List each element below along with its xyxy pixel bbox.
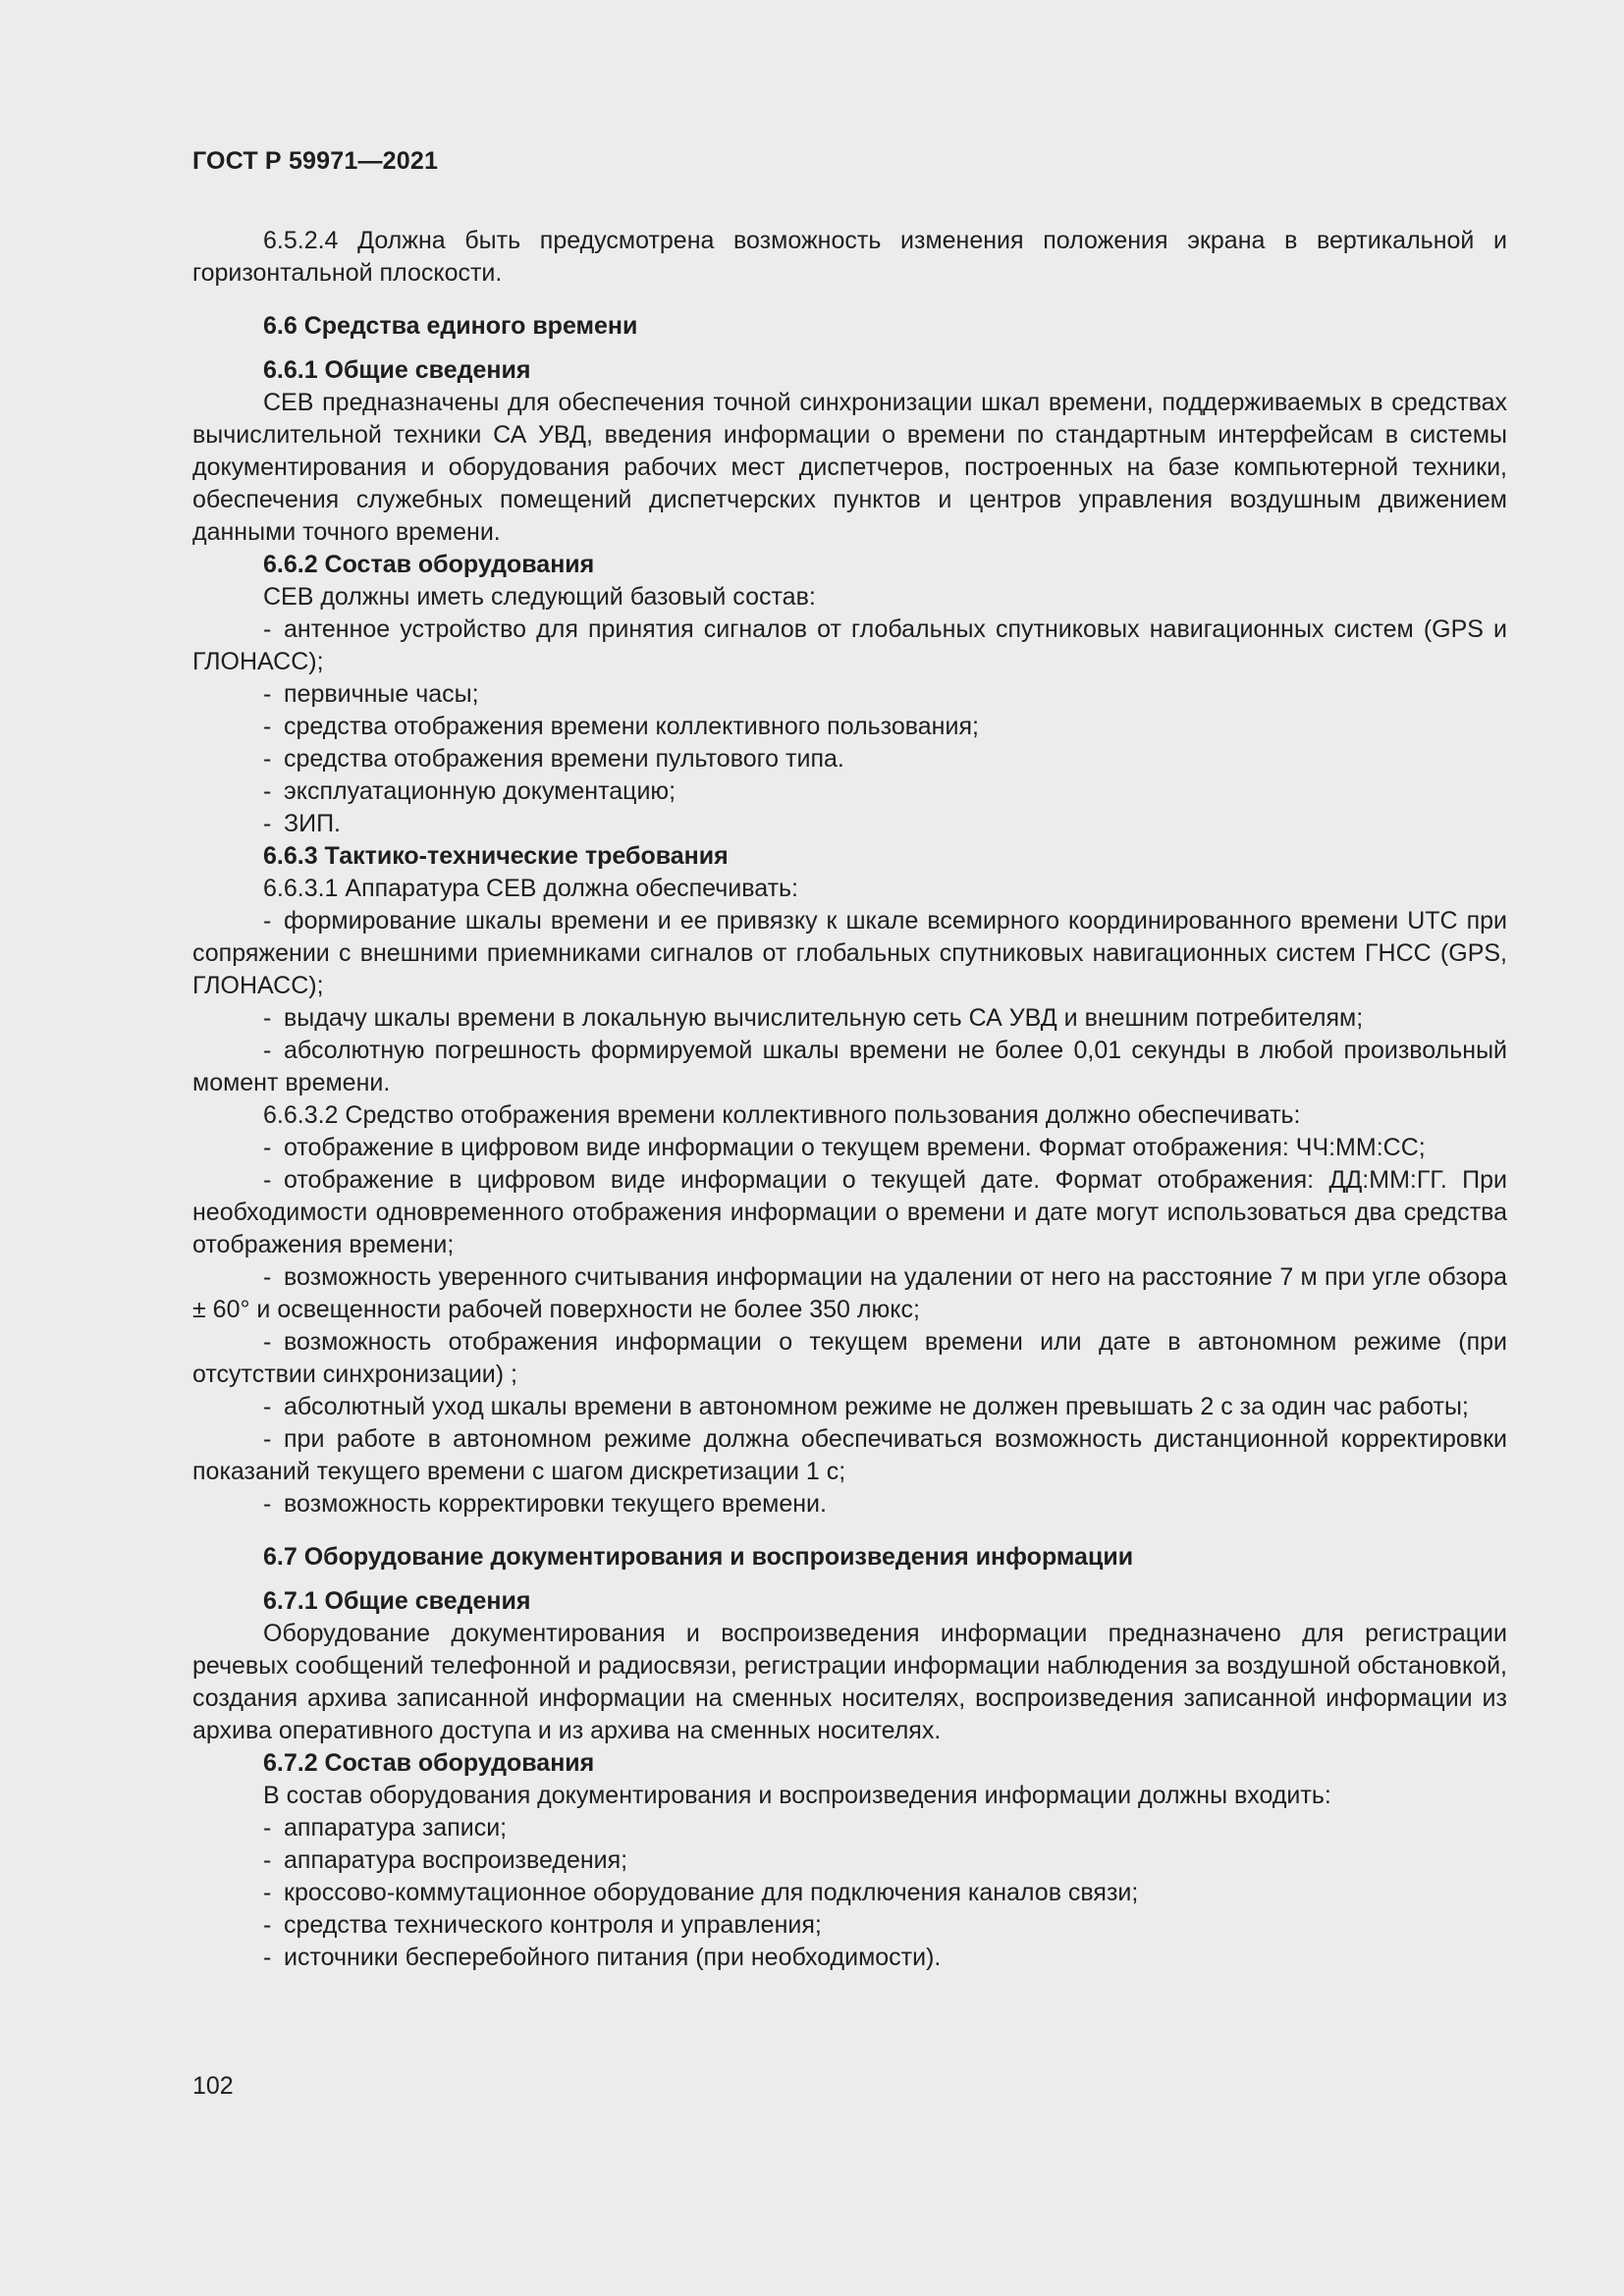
list-dash: - bbox=[263, 1393, 272, 1420]
list-item bbox=[192, 775, 1507, 808]
list-item bbox=[192, 1423, 1507, 1488]
list-item bbox=[192, 1164, 1507, 1261]
list-item-text: антенное устройство для принятия сигналов от глобальных спутниковых навигационных систем (GPS и ГЛОНАСС); bbox=[192, 615, 1507, 675]
list-item bbox=[192, 711, 1507, 743]
document-header: ГОСТ Р 59971—2021 bbox=[192, 147, 439, 175]
list-item bbox=[192, 1132, 1507, 1164]
list-item-text: отображение в цифровом виде информации о текущей дате. Формат отображения: ДД:ММ:ГГ. При необходимости одновременного отображения информации о времени и дате могут использоваться два средства отображения времени; bbox=[192, 1166, 1507, 1258]
list-item bbox=[192, 1002, 1507, 1035]
list-dash: - bbox=[263, 1425, 272, 1453]
list-item-text: средства технического контроля и управления; bbox=[284, 1911, 822, 1939]
list-item-text: средства отображения времени пультового типа. bbox=[284, 745, 844, 773]
subsection-heading: 6.6.1 Общие сведения bbox=[263, 356, 531, 384]
list-dash: - bbox=[263, 713, 272, 740]
list-dash: - bbox=[263, 1879, 272, 1906]
list-item-text: средства отображения времени коллективного пользования; bbox=[284, 713, 979, 740]
list-item-text: выдачу шкалы времени в локальную вычислительную сеть СА УВД и внешним потребителям; bbox=[284, 1004, 1364, 1032]
list-dash: - bbox=[263, 1263, 272, 1291]
subsection-heading: 6.7.2 Состав оборудования bbox=[263, 1749, 595, 1777]
list-dash: - bbox=[263, 1814, 272, 1842]
page-number: 102 bbox=[192, 2072, 234, 2100]
section-heading: 6.7 Оборудование документирования и воспроизведения информации bbox=[263, 1543, 1134, 1571]
list-dash: - bbox=[263, 777, 272, 805]
list-item bbox=[192, 743, 1507, 775]
list-dash: - bbox=[263, 810, 272, 837]
list-item-text: первичные часы; bbox=[284, 680, 479, 708]
subsection-heading: 6.6.2 Состав оборудования bbox=[263, 551, 595, 578]
list-dash: - bbox=[263, 907, 272, 934]
list-item-text: возможность корректировки текущего времени. bbox=[284, 1490, 827, 1518]
list-item bbox=[192, 1261, 1507, 1326]
list-item-text: эксплуатационную документацию; bbox=[284, 777, 677, 805]
list-item bbox=[192, 614, 1507, 678]
list-item bbox=[192, 905, 1507, 1002]
list-item-text: абсолютную погрешность формируемой шкалы времени не более 0,01 секунды в любой произвольный момент времени. bbox=[192, 1037, 1507, 1096]
list-dash: - bbox=[263, 1166, 272, 1194]
list-dash: - bbox=[263, 615, 272, 643]
document-body bbox=[192, 225, 1507, 1974]
list-dash: - bbox=[263, 1004, 272, 1032]
list-item bbox=[192, 1035, 1507, 1099]
subsection-heading: 6.7.1 Общие сведения bbox=[263, 1587, 531, 1615]
list-item bbox=[192, 1326, 1507, 1391]
list-item bbox=[192, 1909, 1507, 1942]
paragraph: 6.6.3.2 Средство отображения времени коллективного пользования должно обеспечивать: bbox=[263, 1101, 1301, 1129]
list-dash: - bbox=[263, 1490, 272, 1518]
list-dash: - bbox=[263, 1328, 272, 1356]
list-dash: - bbox=[263, 745, 272, 773]
list-item-text: абсолютный уход шкалы времени в автономном режиме не должен превышать 2 с за один час работы; bbox=[284, 1393, 1469, 1420]
section-heading: 6.6 Средства единого времени bbox=[263, 312, 638, 340]
paragraph: В состав оборудования документирования и воспроизведения информации должны входить: bbox=[263, 1782, 1331, 1809]
list-item-text: источники бесперебойного питания (при необходимости). bbox=[284, 1944, 942, 1971]
list-item-text: аппаратура воспроизведения; bbox=[284, 1846, 628, 1874]
paragraph: СЕВ предназначены для обеспечения точной синхронизации шкал времени, поддерживаемых в средствах вычислительной техники СА УВД, введения информации о времени по стандартным интерфейсам в системы документирования и оборудования рабочих мест диспетчеров, построенных на базе компьютерной техники, обеспечения служебных помещений диспетчерских пунктов и центров управления воздушным движением данными точного времени. bbox=[192, 389, 1507, 546]
list-item-text: аппаратура записи; bbox=[284, 1814, 508, 1842]
list-dash: - bbox=[263, 1846, 272, 1874]
list-item bbox=[192, 1877, 1507, 1909]
paragraph: 6.6.3.1 Аппаратура СЕВ должна обеспечивать: bbox=[263, 875, 798, 902]
list-item-text: формирование шкалы времени и ее привязку к шкале всемирного координированного времени UTC при сопряжении с внешними приемниками сигналов от глобальных спутниковых навигационных систем ГНСС (GPS, ГЛОНАСС); bbox=[192, 907, 1507, 999]
paragraph: Оборудование документирования и воспроизведения информации предназначено для регистрации речевых сообщений телефонной и радиосвязи, регистрации информации наблюдения за воздушной обстановкой, создания архива записанной информации на сменных носителях, воспроизведения записанной информации из архива оперативного доступа и из архива на сменных носителях. bbox=[192, 1620, 1507, 1744]
list-item-text: возможность уверенного считывания информации на удалении от него на расстояние 7 м при угле обзора ± 60° и освещенности рабочей поверхности не более 350 люкс; bbox=[192, 1263, 1507, 1323]
list-item bbox=[192, 1942, 1507, 1974]
paragraph: СЕВ должны иметь следующий базовый состав: bbox=[263, 583, 816, 611]
list-dash: - bbox=[263, 1037, 272, 1064]
list-item-text: кроссово-коммутационное оборудование для подключения каналов связи; bbox=[284, 1879, 1139, 1906]
list-item-text: при работе в автономном режиме должна обеспечиваться возможность дистанционной корректировки показаний текущего времени с шагом дискретизации 1 с; bbox=[192, 1425, 1507, 1485]
subsection-heading: 6.6.3 Тактико-технические требования bbox=[263, 842, 729, 870]
list-item bbox=[192, 1488, 1507, 1521]
list-item bbox=[192, 808, 1507, 840]
paragraph: 6.5.2.4 Должна быть предусмотрена возможность изменения положения экрана в вертикальной и горизонтальной плоскости. bbox=[192, 227, 1507, 287]
list-item bbox=[192, 678, 1507, 711]
list-item bbox=[192, 1812, 1507, 1844]
list-item bbox=[192, 1844, 1507, 1877]
list-item-text: отображение в цифровом виде информации о текущем времени. Формат отображения: ЧЧ:ММ:СС; bbox=[284, 1134, 1426, 1161]
list-item-text: возможность отображения информации о текущем времени или дате в автономном режиме (при отсутствии синхронизации) ; bbox=[192, 1328, 1507, 1388]
list-dash: - bbox=[263, 1911, 272, 1939]
list-item-text: ЗИП. bbox=[284, 810, 341, 837]
list-dash: - bbox=[263, 1944, 272, 1971]
list-item bbox=[192, 1391, 1507, 1423]
list-dash: - bbox=[263, 1134, 272, 1161]
list-dash: - bbox=[263, 680, 272, 708]
